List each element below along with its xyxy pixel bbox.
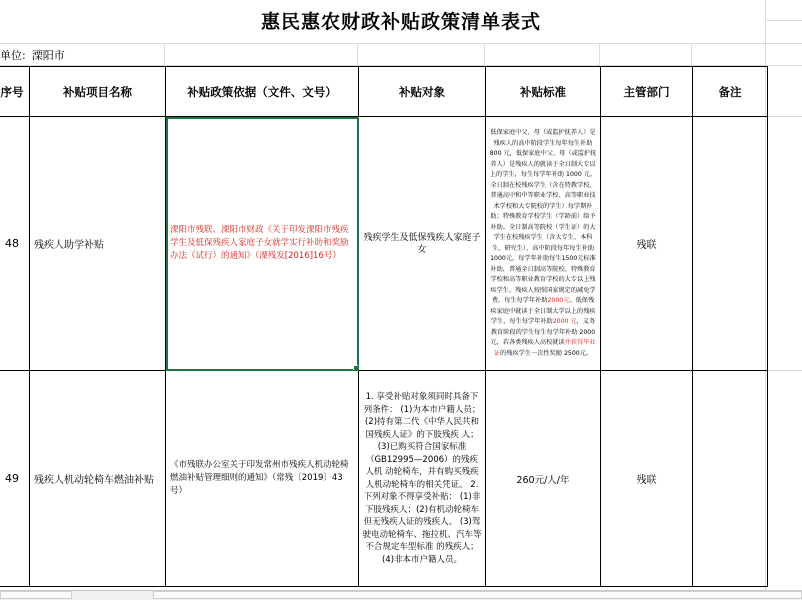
table-row (0, 371, 768, 587)
row-department[interactable]: 残联 (601, 371, 693, 587)
header-target[interactable]: 补贴对象 (359, 67, 486, 117)
header-no[interactable]: 序号 (0, 67, 30, 117)
sheet-title[interactable]: 惠民惠农财政补贴政策清单表式 (260, 10, 541, 33)
sheet-gridline (765, 370, 802, 371)
row-no[interactable]: 49 (0, 371, 30, 587)
target-condition-line: 下列对象不得享受补贴： (1)非下肢残疾人；(2)有机动轮椅车但无残疾人证的残疾人。 (3)驾驶电动轮椅车、拖拉机、汽车等不合规定车型标准 的残疾人； (4)非本市户籍人员。 (362, 492, 482, 565)
row-policy-basis[interactable]: 《市残联办公室关于印发常州市残疾人机动轮椅燃油补贴管理细则的通知》（常残〔2019〕43号） (166, 371, 359, 587)
header-policy-basis[interactable]: 补贴政策依据（文件、文号） (166, 67, 359, 117)
fill-handle[interactable] (353, 365, 359, 371)
row-standard[interactable]: 260元/人/年 (486, 371, 601, 587)
row-note[interactable] (693, 117, 768, 371)
sheet-gridline (691, 43, 692, 66)
standard-text-a: 低保家庭中父、母（或监护抚养人）是残疾人的高中阶段学生每年每生补助 800 元，低保家庭中父、母（或监护抚养人）是残疾人的就读于全日制大专以上的学生，每生每学年补助 1000 元。全日制在校残疾学生（含在特教学校、普通高中和中等职业学校、高等职业技术学校和大专院校的学生）每学期补助；特殊教育学校学生（学龄前）给予补助。全日制高等院校（学生证）的大学生在校残疾学生（含大专生、本科生、研究生），高中阶段每年每生补助1000元，每学年补助每生1500元标准补助，普通全日制高等院校。特殊教育学校和高等职业教育学校的大专以上残疾学生。残疾人按照国家规定的减免学费。 (489, 129, 597, 304)
sheet-gridline (484, 43, 485, 66)
unit-label: 单位: (0, 49, 26, 62)
standard-text-c: ，义务教育阶段的学生每生每学年补助 2000元，若各类残疾人高校就读 (490, 318, 596, 346)
policy-basis-text: 溧阳市残联、溧阳市财政《关于印发溧阳市残疾学生及低保残疾人家庭子女就学实行补助和奖励办法（试行）的通知》（溧残发[2016]16号） (170, 225, 349, 261)
table-row (0, 117, 768, 371)
target-condition-line: (2)持有第二代《中华人民共和国残疾人证》的下肢残疾 人； (364, 417, 480, 440)
standard-text-mid: 每生每学年补助 (504, 297, 548, 304)
standard-highlight-2: 2000 元 (552, 318, 577, 325)
standard-highlight-1: 2000元 (547, 297, 570, 304)
subsidy-table (0, 66, 768, 587)
unit-value: 溧阳市 (31, 49, 65, 62)
header-standard[interactable]: 补贴标准 (486, 67, 601, 117)
sheet-gridline (599, 43, 600, 66)
row-department[interactable]: 残联 (601, 117, 693, 371)
standard-text-d: 的残疾学生一次性奖励 2500元。 (500, 349, 593, 357)
row-standard[interactable] (486, 117, 601, 371)
row-policy-basis-selected[interactable] (166, 117, 359, 371)
horizontal-scrollbar[interactable] (153, 591, 802, 599)
row-target[interactable] (359, 371, 486, 587)
standard-text-b: 。低保残疾家庭中就读于全日制大学以上的残疾学生，每生每学年补助 (490, 297, 596, 325)
standard-highlight-3: 并获得毕业证 (493, 339, 596, 357)
row-no[interactable]: 48 (0, 117, 30, 371)
row-note[interactable] (693, 371, 768, 587)
sheet-gridline (357, 43, 358, 66)
target-condition-line: (3)已购买符合国家标准（GB12995—2006）的残疾人机 动轮椅车，并有购买残疾人机动轮椅车的相关凭证。 2. (365, 442, 479, 490)
header-department[interactable]: 主管部门 (601, 67, 693, 117)
sheet-gridline (765, 116, 802, 117)
unit-row[interactable] (0, 44, 160, 66)
header-row (0, 67, 768, 117)
target-condition-line: 1. 享受补贴对象须同时具备下列条件： (1)为本市户籍人员； (363, 392, 481, 415)
header-note[interactable]: 备注 (693, 67, 768, 117)
sheet-tab-strip[interactable] (0, 591, 72, 599)
row-project-name[interactable]: 残疾人机动轮椅车燃油补贴 (30, 371, 166, 587)
row-project-name[interactable]: 残疾人助学补贴 (30, 117, 166, 371)
sheet-gridline (164, 43, 165, 66)
row-target[interactable]: 残疾学生及低保残疾人家庭子女 (359, 117, 486, 371)
header-project-name[interactable]: 补贴项目名称 (30, 67, 166, 117)
